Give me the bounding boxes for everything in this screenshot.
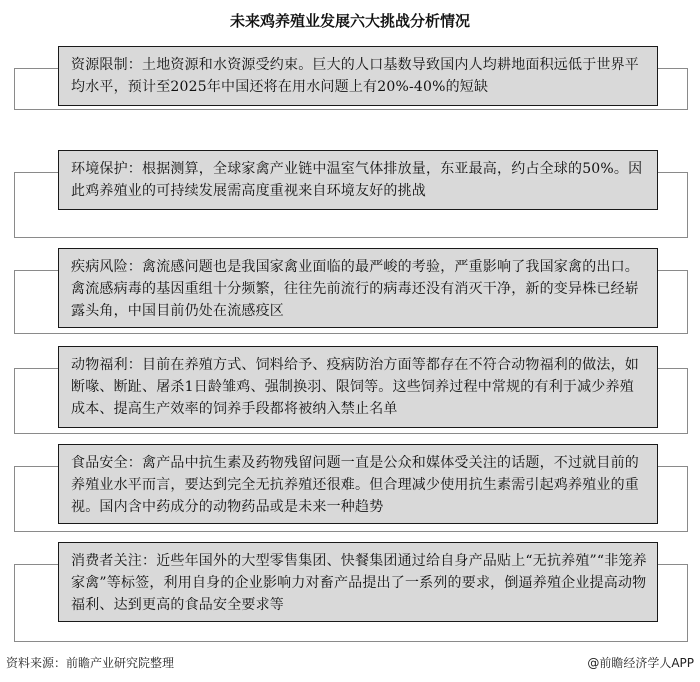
- challenge-label: 动物福利：: [71, 357, 142, 373]
- challenge-label: 资源限制：: [71, 57, 142, 73]
- challenge-box: [58, 444, 658, 524]
- brand-credit: @前瞻经济学人APP: [587, 656, 694, 670]
- challenge-label: 疾病风险：: [71, 259, 142, 275]
- challenge-box: [58, 150, 658, 210]
- challenge-panel-animal-welfare: [14, 346, 688, 434]
- challenge-panel-environment: [14, 150, 688, 238]
- challenge-text: 近些年国外的大型零售集团、快餐集团通过给自身产品贴上“无抗养殖”“非笼养家禽”等标签，利用自身的企业影响力对畜产品提出了一系列的要求，倒逼养殖企业提高动物福利、达到更高的食品安全要求等: [71, 553, 647, 613]
- challenge-box: [58, 346, 658, 428]
- challenge-text: 禽流感问题也是我国家禽业面临的最严峻的考验，严重影响了我国家禽的出口。禽流感病毒的基因重组十分频繁，往往先前流行的病毒还没有消灭干净，新的变异株已经崭露头角，中国目前仍处在流感疫区: [71, 259, 639, 319]
- challenge-box: [58, 542, 658, 622]
- challenge-label: 环境保护：: [71, 161, 142, 177]
- challenge-panel-consumer-concern: [14, 542, 688, 642]
- challenge-panel-resources: [14, 46, 688, 110]
- challenge-panel-disease: [14, 248, 688, 334]
- challenge-text: 禽产品中抗生素及药物残留问题一直是公众和媒体受关注的话题，不过就目前的养殖业水平而言，要达到完全无抗养殖还很难。但合理减少使用抗生素需引起鸡养殖业的重视。国内含中药成分的动物药品或是未来一种趋势: [71, 455, 639, 515]
- challenge-label: 食品安全：: [71, 455, 142, 471]
- page-title: 未来鸡养殖业发展六大挑战分析情况: [229, 12, 470, 30]
- challenge-panel-food-safety: [14, 444, 688, 532]
- challenge-label: 消费者关注：: [71, 553, 157, 569]
- challenge-text: 土地资源和水资源受约束。巨大的人口基数导致国内人均耕地面积远低于世界平均水平，预计至2025年中国还将在用水问题上有20%-40%的短缺: [71, 57, 639, 95]
- challenge-box: [58, 46, 658, 106]
- challenge-text: 根据测算，全球家禽产业链中温室气体排放量，东亚最高，约占全球的50%。因此鸡养殖业的可持续发展需高度重视来自环境友好的挑战: [71, 161, 643, 199]
- challenge-box: [58, 248, 658, 328]
- source-note: 资料来源：前瞻产业研究院整理: [6, 656, 175, 670]
- challenge-text: 目前在养殖方式、饲料给予、疫病防治方面等都存在不符合动物福利的做法，如断喙、断趾、屠杀1日龄雏鸡、强制换羽、限饲等。这些饲养过程中常规的有利于减少养殖成本、提高生产效率的饲养手段都将被纳入禁止名单: [71, 357, 639, 417]
